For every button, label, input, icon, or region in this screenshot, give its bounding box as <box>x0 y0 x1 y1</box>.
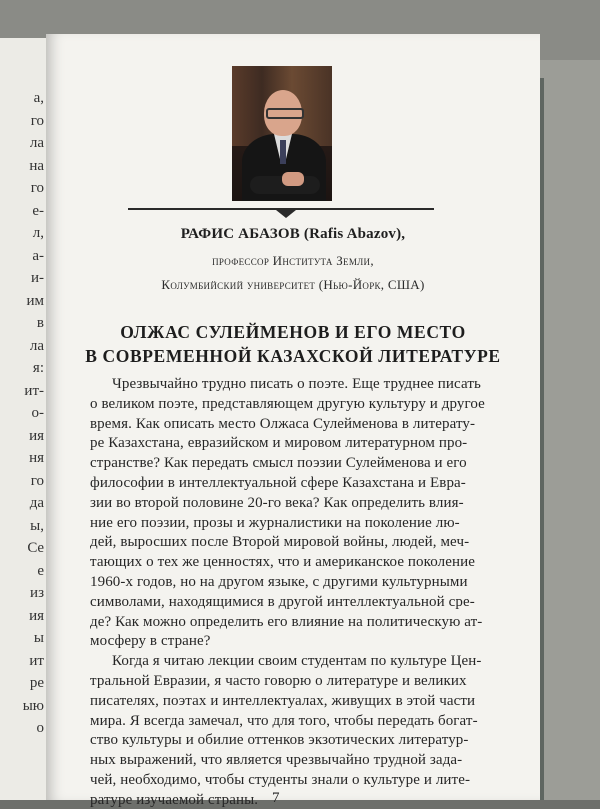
left-page-fragment: а, <box>33 90 44 106</box>
left-page-fragment: ла <box>29 135 44 151</box>
body-line: мира. Я всегда замечал, что для того, чтобы передать богат- <box>90 712 478 729</box>
left-page-fragment: ия <box>29 607 44 624</box>
body-line: де? Как можно определить его влияние на политическую ат- <box>90 613 483 630</box>
author-photo <box>232 66 332 201</box>
body-line: Когда я читаю лекции своим студентам по культуре Цен- <box>112 653 482 670</box>
left-page-fragment: го <box>30 112 44 129</box>
left-page-fragment: ре <box>29 675 44 691</box>
body-line: о великом поэте, представляющем другую культуру и другое <box>90 395 485 412</box>
divider-ornament <box>276 210 296 218</box>
book-page <box>46 34 540 808</box>
article-title-line-1: ОЛЖАС СУЛЕЙМЕНОВ И ЕГО МЕСТО <box>120 322 466 342</box>
left-page-fragment: Ce <box>27 540 44 556</box>
left-page-fragment: е <box>37 562 44 579</box>
article-title-line-2: В СОВРЕМЕННОЙ КАЗАХСКОЙ ЛИТЕРАТУРЕ <box>85 346 501 366</box>
body-line: ние его поэзии, прозы и журналистики на поколение лю- <box>90 514 460 531</box>
left-page-fragment: го <box>30 472 44 489</box>
author-name: РАФИС АБАЗОВ (Rafis Abazov), <box>180 226 406 242</box>
left-page-fragment: я: <box>32 360 44 376</box>
left-page-fragment: ы <box>33 630 44 646</box>
body-line: писателях, поэтах и интеллектуалах, живущих в этой части <box>90 692 476 709</box>
left-page-fragment: л, <box>32 225 44 241</box>
body-line: Чрезвычайно трудно писать о поэте. Еще труднее писать <box>112 376 481 392</box>
author-university: Колумбийский университет (Нью-Йорк, США) <box>161 277 425 292</box>
left-page-fragment: на <box>29 157 44 174</box>
page-number: 7 <box>272 790 280 806</box>
left-page-fragment: ия <box>29 427 44 444</box>
body-line: 1960-х годов, но на другом языке, с другими культурными <box>90 574 468 590</box>
body-line: философии в интеллектуальной сфере Казахстана и Евра- <box>90 475 466 491</box>
left-page-fragment: ы, <box>30 517 44 534</box>
body-line: мосферу в стране? <box>90 633 211 650</box>
left-page-fragment: о <box>36 720 44 736</box>
left-page-fragment: в <box>36 315 44 331</box>
author-position: профессор Института Земли, <box>212 253 374 268</box>
body-line: ство культуры и обилие оттенков экзотических литератур- <box>90 732 469 749</box>
left-page-fragment: да <box>29 495 44 511</box>
left-page-fragment: ит <box>29 652 44 669</box>
left-page-fragment: ла <box>29 337 44 354</box>
body-line: ных выражений, что является чрезвычайно трудной зада- <box>90 752 463 769</box>
left-page-fragment: а- <box>32 247 44 264</box>
left-page-fragment: и- <box>30 270 44 286</box>
left-page-fragment: из <box>30 585 44 601</box>
left-page-fragment: ыю <box>22 697 44 714</box>
body-line: тающих о тех же ценностях, что и американское поколение <box>90 554 476 571</box>
body-line: время. Как описать место Олжаса Сулейменова в литерату- <box>90 415 476 432</box>
left-page-fragment: о- <box>31 405 44 421</box>
body-line: странстве? Как передать смысл поэзии Сулейменова и его <box>90 455 467 472</box>
left-page-fragment: го <box>30 180 44 196</box>
left-page-fragment: ня <box>29 450 44 466</box>
left-page-fragment: е- <box>32 202 44 219</box>
body-line: чей, необходимо, чтобы студенты знали о культуре и лите- <box>90 772 471 788</box>
left-page-fragment: им <box>26 292 44 309</box>
left-page-fragment: ит- <box>24 382 44 399</box>
body-line: дей, выросших после Второй мировой войны, людей, меч- <box>90 534 470 551</box>
body-line: тральной Евразии, я часто говорю о литературе и великих <box>90 673 467 689</box>
body-line: ре Казахстана, евразийском и мировом литературном про- <box>90 435 468 452</box>
body-line: символами, находящимися в другой интеллектуальной сре- <box>90 593 475 610</box>
body-line: ратуре изучаемой страны. <box>90 791 259 808</box>
body-line: зии во второй половине 20-го века? Как определить влия- <box>90 494 464 511</box>
